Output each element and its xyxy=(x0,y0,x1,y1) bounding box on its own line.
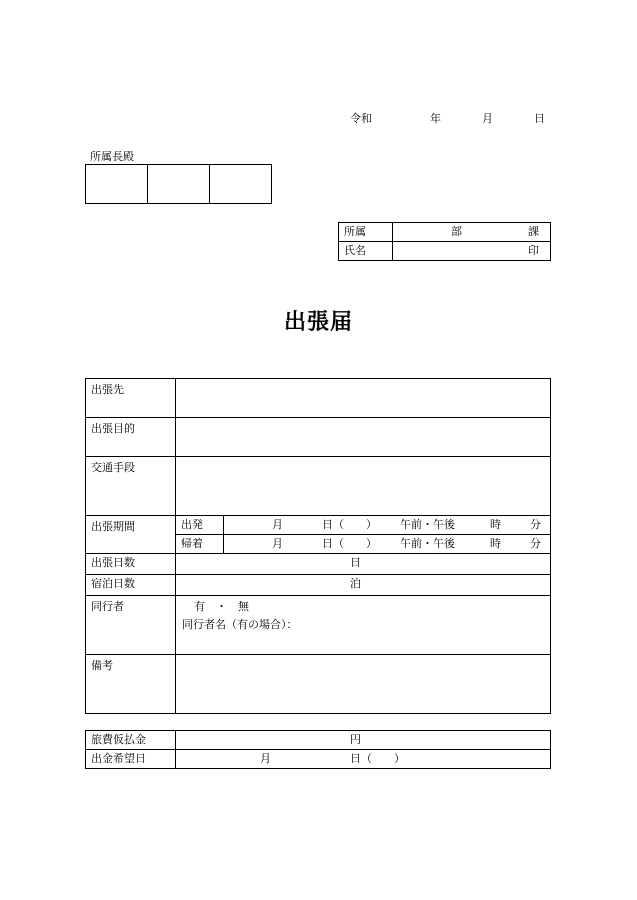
transport-label: 交通手段 xyxy=(86,457,176,516)
remarks-label: 備考 xyxy=(86,655,176,714)
section-suffix: 課 xyxy=(528,225,539,238)
nights-label: 宿泊日数 xyxy=(86,575,176,596)
companion-choice[interactable]: 有 ・ 無 xyxy=(194,600,249,613)
affiliation-field[interactable] xyxy=(393,223,551,242)
return-month: 月 xyxy=(272,537,283,550)
companion-field[interactable] xyxy=(176,596,551,655)
affiliation-label: 所属 xyxy=(339,223,393,242)
companion-label: 同行者 xyxy=(86,596,176,655)
departure-minute: 分 xyxy=(530,518,541,531)
period-label: 出張期間 xyxy=(86,516,176,554)
date-year: 年 xyxy=(430,112,441,125)
dept-suffix: 部 xyxy=(451,225,462,238)
seal-mark: 印 xyxy=(528,244,539,257)
approval-stamp-boxes xyxy=(85,164,272,204)
departure-field[interactable] xyxy=(224,516,551,535)
payment-table xyxy=(85,730,551,769)
applicant-table xyxy=(338,222,551,261)
stamp-box[interactable] xyxy=(86,165,148,204)
name-label: 氏名 xyxy=(339,242,393,261)
date-day: 日 xyxy=(534,112,545,125)
trip-form-table xyxy=(85,378,551,714)
departure-day: 日（ ） xyxy=(322,518,377,531)
departure-ampm: 午前・午後 xyxy=(400,518,455,531)
advance-unit: 円 xyxy=(350,733,361,746)
days-unit: 日 xyxy=(350,556,361,569)
companion-name-label: 同行者名（有の場合）： xyxy=(182,618,298,631)
payout-month: 月 xyxy=(260,752,271,765)
stamp-box[interactable] xyxy=(210,165,272,204)
departure-label: 出発 xyxy=(176,516,224,535)
nights-field[interactable] xyxy=(176,575,551,596)
stamp-box[interactable] xyxy=(148,165,210,204)
transport-field[interactable] xyxy=(176,457,551,516)
return-ampm: 午前・午後 xyxy=(400,537,455,550)
date-line xyxy=(340,110,550,124)
remarks-field[interactable] xyxy=(176,655,551,714)
page-title: 出張届 xyxy=(283,310,353,335)
return-minute: 分 xyxy=(530,537,541,550)
departure-month: 月 xyxy=(272,518,283,531)
date-era: 令和 xyxy=(350,112,372,125)
return-field[interactable] xyxy=(224,535,551,554)
purpose-field[interactable] xyxy=(176,418,551,457)
destination-label: 出張先 xyxy=(86,379,176,418)
advance-label: 旅費仮払金 xyxy=(86,731,176,750)
advance-field[interactable] xyxy=(176,731,551,750)
return-hour: 時 xyxy=(490,537,501,550)
departure-hour: 時 xyxy=(490,518,501,531)
return-day: 日（ ） xyxy=(322,537,377,550)
destination-field[interactable] xyxy=(176,379,551,418)
name-field[interactable] xyxy=(393,242,551,261)
days-label: 出張日数 xyxy=(86,554,176,575)
payout-day: 日（ ） xyxy=(350,752,405,765)
return-label: 帰着 xyxy=(176,535,224,554)
dept-head-label: 所属長殿 xyxy=(90,150,134,163)
days-field[interactable] xyxy=(176,554,551,575)
payout-date-label: 出金希望日 xyxy=(86,750,176,769)
date-month: 月 xyxy=(482,112,493,125)
payout-date-field[interactable] xyxy=(176,750,551,769)
nights-unit: 泊 xyxy=(350,577,361,590)
purpose-label: 出張目的 xyxy=(86,418,176,457)
